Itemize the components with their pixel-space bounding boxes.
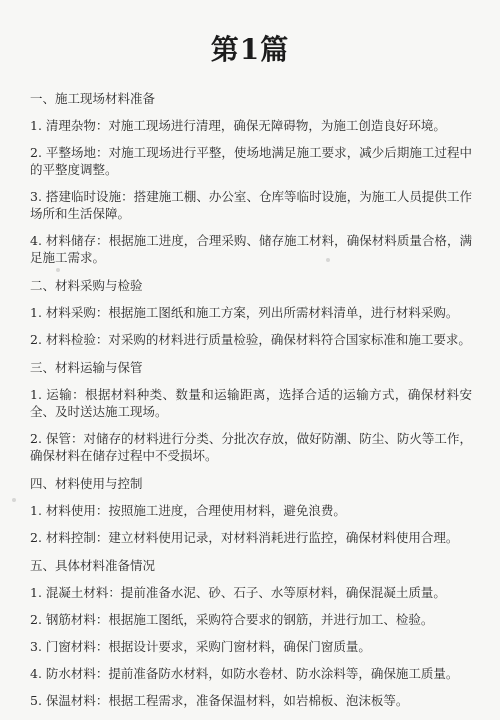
section-1 [30, 90, 472, 266]
section-item: 5. 保温材料：根据工程需求，准备保温材料，如岩棉板、泡沫板等。 [30, 693, 409, 708]
section-heading: 五、具体材料准备情况 [30, 558, 156, 573]
document-body [30, 90, 472, 720]
page-title: 第1篇 [210, 33, 290, 66]
section-item: 2. 保管：对储存的材料进行分类、分批次存放，做好防潮、防尘、防火等工作，确保材料在储存过程中不受损坏。 [30, 431, 472, 463]
section-5 [30, 557, 472, 709]
section-item: 2. 材料控制：建立材料使用记录，对材料消耗进行监控，确保材料使用合理。 [30, 530, 459, 545]
section-heading: 三、材料运输与保管 [30, 360, 143, 375]
paper-speck [326, 258, 330, 262]
section-item: 2. 钢筋材料：根据施工图纸，采购符合要求的钢筋，并进行加工、检验。 [30, 612, 434, 627]
section-heading: 一、施工现场材料准备 [30, 91, 156, 106]
section-item: 3. 门窗材料：根据设计要求，采购门窗材料，确保门窗质量。 [30, 639, 371, 654]
paper-speck [56, 268, 60, 272]
section-item: 1. 运输：根据材料种类、数量和运输距离，选择合适的运输方式，确保材料安全、及时送达施工现场。 [30, 387, 472, 419]
section-item: 1. 材料使用：按照施工进度，合理使用材料，避免浪费。 [30, 503, 346, 518]
section-item: 3. 搭建临时设施：搭建施工棚、办公室、仓库等临时设施，为施工人员提供工作场所和生活保障。 [30, 189, 472, 221]
section-item: 4. 材料储存：根据施工进度，合理采购、储存施工材料，确保材料质量合格，满足施工需求。 [30, 233, 472, 265]
section-item: 1. 清理杂物：对施工现场进行清理，确保无障碍物，为施工创造良好环境。 [30, 118, 446, 133]
section-4 [30, 475, 472, 546]
section-item: 1. 混凝土材料：提前准备水泥、砂、石子、水等原材料，确保混凝土质量。 [30, 585, 446, 600]
section-item: 2. 材料检验：对采购的材料进行质量检验，确保材料符合国家标准和施工要求。 [30, 332, 471, 347]
section-heading: 二、材料采购与检验 [30, 278, 143, 293]
section-item: 1. 材料采购：根据施工图纸和施工方案，列出所需材料清单，进行材料采购。 [30, 305, 459, 320]
section-3 [30, 359, 472, 464]
paper-speck [12, 498, 16, 502]
section-item: 4. 防水材料：提前准备防水材料，如防水卷材、防水涂料等，确保施工质量。 [30, 666, 459, 681]
section-item: 2. 平整场地：对施工现场进行平整，使场地满足施工要求，减少后期施工过程中的平整度调整。 [30, 145, 472, 177]
section-heading: 四、材料使用与控制 [30, 476, 143, 491]
section-2 [30, 277, 472, 348]
